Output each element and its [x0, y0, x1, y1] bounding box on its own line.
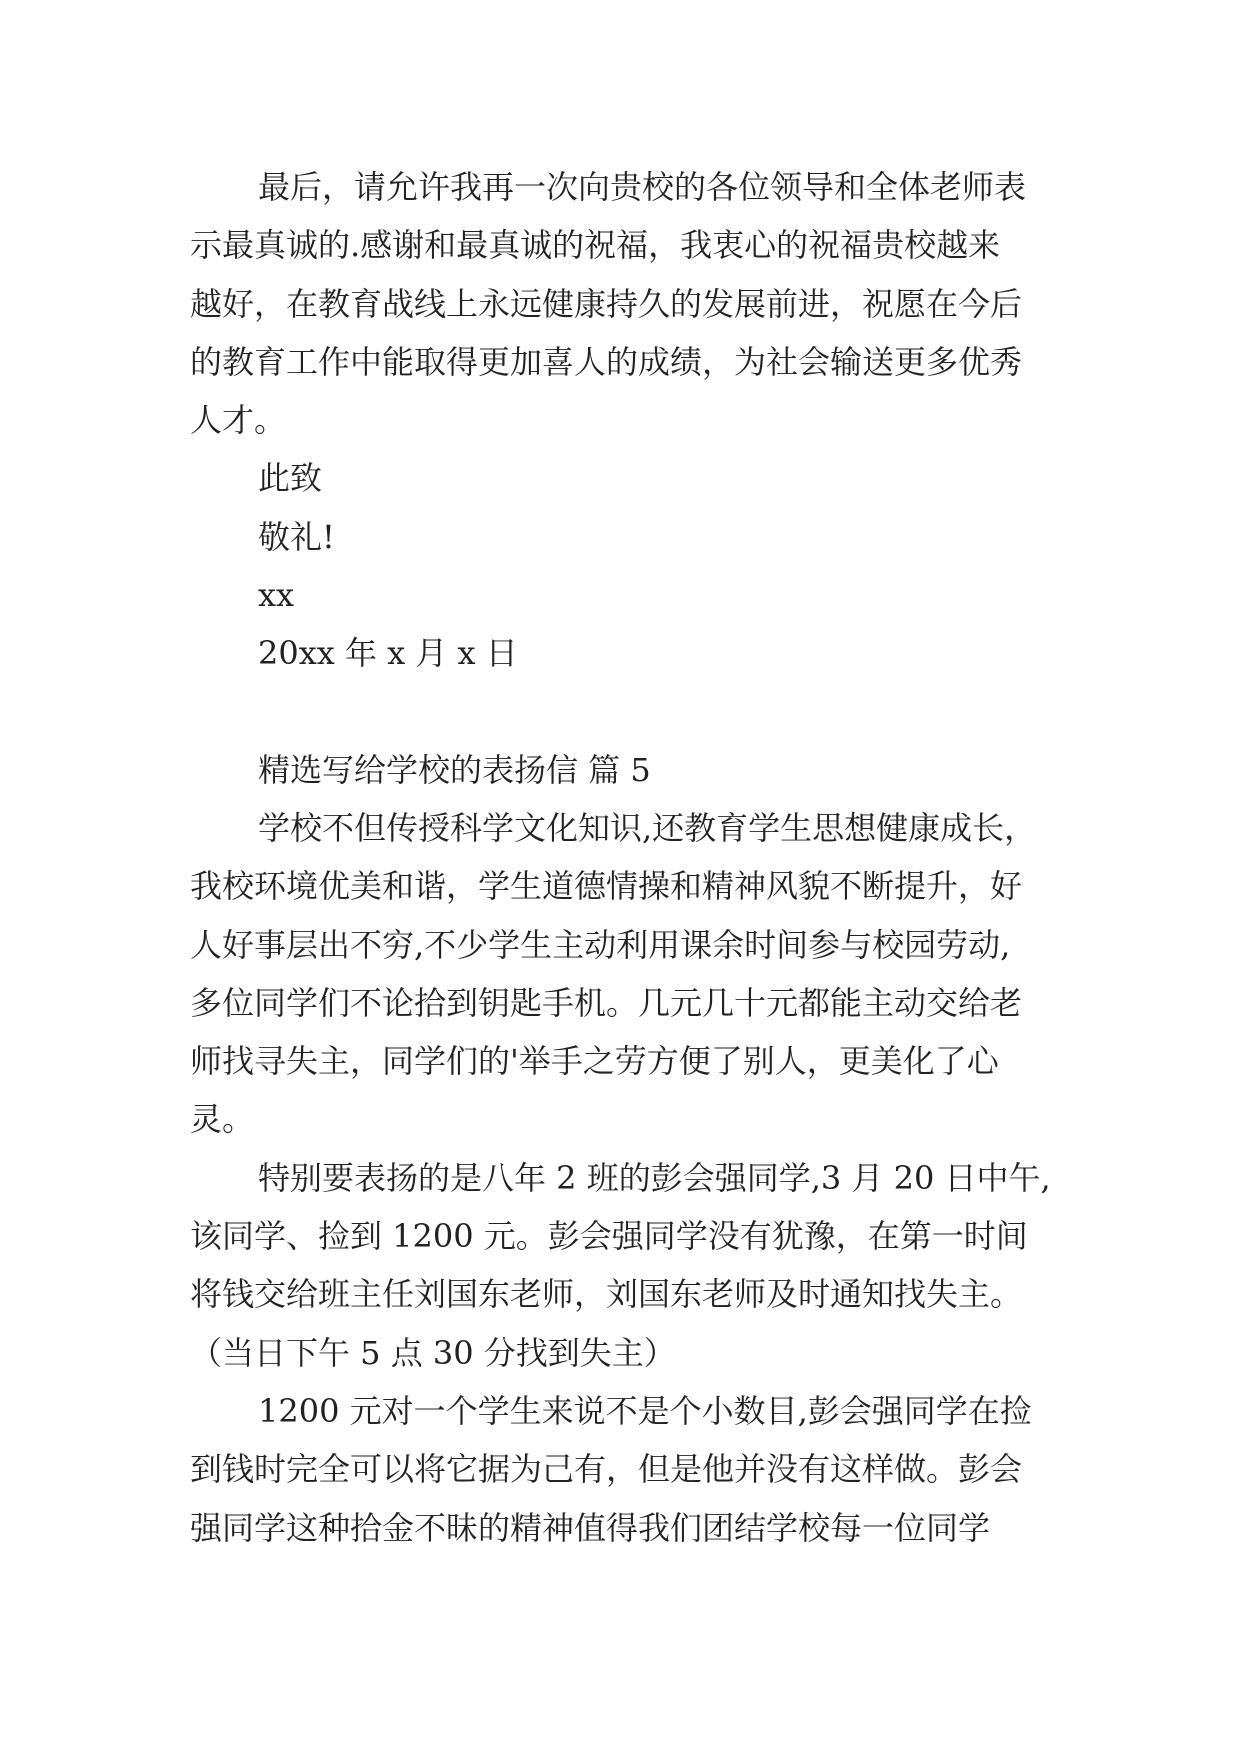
- paragraph-3-line: 特别要表扬的是八年 2 班的彭会强同学,3 月 20 日中午,: [258, 1158, 1051, 1197]
- document-body: [190, 158, 1060, 1557]
- paragraph-2-line: 师找寻失主，同学们的'举手之劳方便了别人，更美化了心: [190, 1042, 999, 1081]
- paragraph-1-line: 人才。: [190, 401, 287, 440]
- paragraph-1-line: 越好，在教育战线上永远健康持久的发展前进，祝愿在今后: [190, 284, 1023, 323]
- paragraph-3-line: 将钱交给班主任刘国东老师，刘国东老师及时通知找失主。: [190, 1275, 1023, 1314]
- paragraph-3-line: （当日下午 5 点 30 分找到失主）: [190, 1333, 676, 1372]
- paragraph-4-line: 1200 元对一个学生来说不是个小数目,彭会强同学在捡: [258, 1391, 1032, 1430]
- paragraph-3-line: 该同学、捡到 1200 元。彭会强同学没有犹豫，在第一时间: [190, 1217, 1028, 1256]
- salutation-line: 敬礼!: [258, 517, 335, 556]
- paragraph-2-line: 我校环境优美和谐，学生道德情操和精神风貌不断提升，好: [190, 867, 1023, 906]
- paragraph-1-line: 最后，请允许我再一次向贵校的各位领导和全体老师表: [258, 168, 1027, 206]
- paragraph-4-line: 强同学这种拾金不昧的精神值得我们团结学校每一位同学: [190, 1508, 991, 1547]
- paragraph-1-line: 的教育工作中能取得更加喜人的成绩，为社会输送更多优秀: [190, 342, 1023, 381]
- signature-line: xx: [258, 576, 295, 615]
- section-spacer: [190, 683, 1060, 741]
- paragraph-2-line: 人好事层出不穷,不少学生主动利用课余时间参与校园劳动,: [190, 925, 1011, 964]
- paragraph-2-line: 多位同学们不论拾到钥匙手机。几元几十元都能主动交给老: [190, 983, 1023, 1022]
- paragraph-1-line: 示最真诚的.感谢和最真诚的祝福，我衷心的祝福贵校越来: [190, 226, 1001, 265]
- closing-line: 此致: [258, 459, 323, 498]
- paragraph-2-line: 学校不但传授科学文化知识,还教育学生思想健康成长，: [258, 808, 1037, 847]
- paragraph-4-line: 到钱时完全可以将它据为己有，但是他并没有这样做。彭会: [190, 1450, 1023, 1489]
- section-title: 精选写给学校的表扬信 篇 5: [258, 750, 651, 789]
- paragraph-2-line: 灵。: [190, 1100, 255, 1139]
- date-line: 20xx 年 x 月 x 日: [258, 634, 518, 673]
